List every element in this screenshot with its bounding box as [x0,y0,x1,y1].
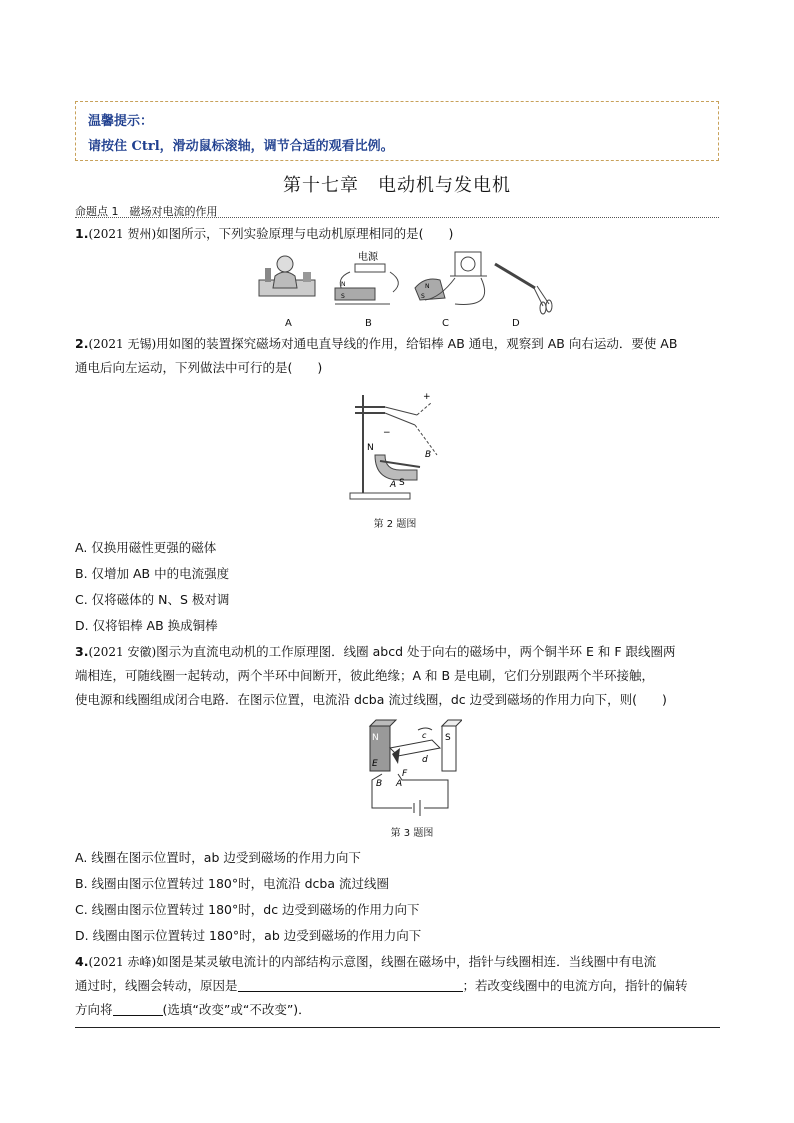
q1-figure-a [259,256,315,296]
svg-text:N: N [425,283,430,290]
q4-stem-line3a: 方向将 [75,1002,113,1017]
q3-stem-line1: 图示为直流电动机的工作原理图．线圈 abcd 处于向右的磁场中，两个铜半环 E 和 F 跟线圈两 [156,644,676,659]
tip-heading: 温馨提示： [88,114,154,129]
svg-text:B: B [425,450,432,460]
q1-label-b: B [365,318,372,329]
q4-stem-line3b: (选填“改变”或“不改变”)． [162,1002,311,1017]
q1-label-a: A [285,318,292,329]
q1-source: (2021 贺州) [88,227,157,241]
svg-text:S: S [341,293,345,300]
question-1 [75,222,453,246]
q2-option-b: B. 仅增加 AB 中的电流强度 [75,566,230,581]
q4-source: (2021 赤峰) [88,955,157,969]
q3-stem-line2: 端相连，可随线圈一起转动，两个半环中间断开，彼此绝缘；A 和 B 是电刷，它们分别跟两个半环接触， [75,668,655,683]
q1-label-c: C [442,318,449,329]
question-3 [75,640,725,712]
q3-option-d: D. 线圈由图示位置转过 180°时，ab 边受到磁场的作用力向下 [75,928,422,943]
q3-source: (2021 安徽) [88,645,157,659]
svg-text:S: S [421,293,425,300]
q2-stem-line2: 通电后向左运动，下列做法中可行的是( ) [75,360,323,375]
q1-figure-b-label: 电源 [358,252,378,263]
bottom-rule [75,1027,720,1028]
svg-text:A: A [396,779,403,789]
q4-blank-2[interactable] [113,1001,163,1016]
q3-option-a: A. 线圈在图示位置时，ab 边受到磁场的作用力向下 [75,850,361,865]
q2-option-a: A. 仅换用磁性更强的磁体 [75,540,217,555]
svg-text:+: + [423,392,431,402]
q4-stem-line2b: ；若改变线圈中的电流方向，指针的偏转 [462,978,688,993]
svg-text:−: − [383,428,391,438]
q1-label-d: D [512,318,520,329]
section-label: 命题点 1 磁场对电流的作用 [75,205,218,218]
q2-number: 2. [75,336,89,351]
svg-text:N: N [367,443,374,453]
q3-option-c: C. 线圈由图示位置转过 180°时，dc 边受到磁场的作用力向下 [75,902,420,917]
q4-stem-line1: 如图是某灵敏电流计的内部结构示意图，线圈在磁场中，指针与线圈相连．当线圈中有电流 [156,954,657,969]
q2-option-c: C. 仅将磁体的 N、S 极对调 [75,592,230,607]
q1-stem: 如图所示，下列实验原理与电动机原理相同的是( ) [156,226,454,241]
q2-source: (2021 无锡) [88,337,157,351]
svg-text:N: N [372,733,379,743]
question-4 [75,950,725,1022]
svg-text:A: A [390,480,397,490]
svg-text:B: B [376,779,383,789]
svg-text:c: c [422,731,427,740]
q3-option-b: B. 线圈由图示位置转过 180°时，电流沿 dcba 流过线圈 [75,876,389,891]
q2-caption: 第 2 题图 [373,519,417,530]
q1-figures [255,248,555,318]
svg-text:d: d [422,755,428,765]
q1-figure-c [415,252,487,304]
question-2 [75,332,725,380]
q4-blank-1[interactable] [238,977,463,992]
chapter-title: 第十七章 电动机与发电机 [283,175,511,196]
svg-text:S: S [399,478,405,488]
q1-number: 1. [75,226,89,241]
q3-number: 3. [75,644,89,659]
q3-caption: 第 3 题图 [390,828,434,839]
q4-number: 4. [75,954,89,969]
svg-text:S: S [445,733,451,743]
q1-figure-b [335,250,398,304]
section-header [75,203,719,218]
svg-text:E: E [372,759,378,769]
q3-stem-line3: 使电源和线圈组成闭合电路．在图示位置，电流沿 dcba 流过线圈，dc 边受到磁场的作用力向下，则( ) [75,692,667,707]
svg-text:F: F [402,769,408,779]
q2-figure [345,385,445,505]
q2-option-d: D. 仅将铝棒 AB 换成铜棒 [75,618,218,633]
q2-stem-line1: 用如图的装置探究磁场对通电直导线的作用，给铝棒 AB 通电，观察到 AB 向右运动．要使 AB [156,336,678,351]
q3-figure [362,718,462,818]
tip-text: 请按住 Ctrl，滑动鼠标滚轴，调节合适的观看比例。 [88,139,394,154]
q4-stem-line2a: 通过时，线圈会转动，原因是 [75,978,238,993]
svg-text:N: N [341,281,346,288]
q1-figure-d [495,264,552,314]
